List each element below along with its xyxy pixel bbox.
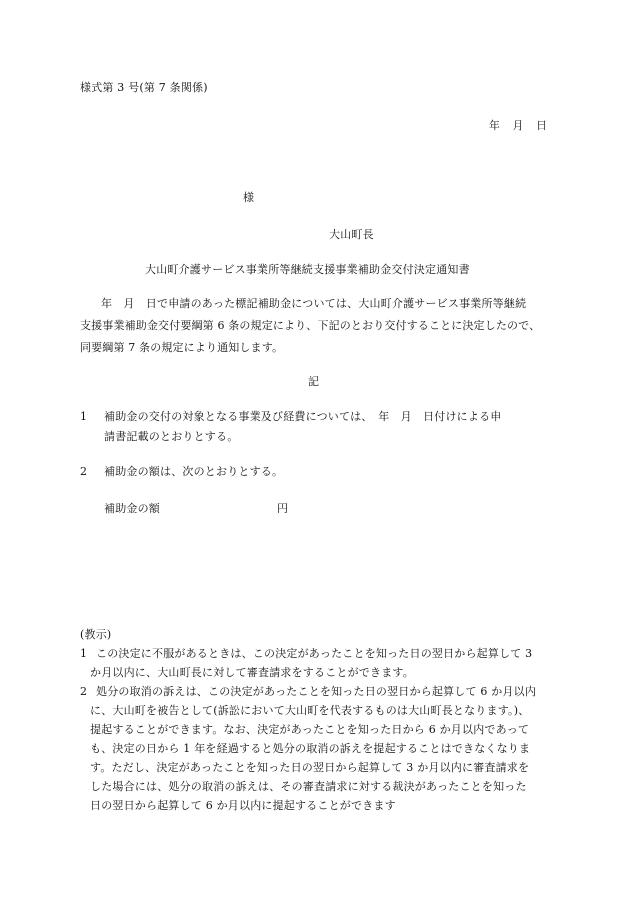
date-line: 年 月 日 bbox=[489, 119, 548, 132]
intro-line-3: 同要綱第 7 条の規定により通知します。 bbox=[80, 341, 284, 354]
item-1-line-2: 請書記載のとおりとする。 bbox=[104, 430, 239, 443]
intro-line-1: 年 月 日で申請のあった標記補助金については、大山町介護サービス事業所等継続 bbox=[101, 297, 527, 310]
notice-2-line-3: 提起することができます。なお、決定があったことを知った日から 6 か月以内であって bbox=[90, 723, 530, 736]
intro-line-2: 支援事業補助金交付要綱第 6 条の規定により、下記のとおり交付することに決定したので、 bbox=[80, 319, 541, 332]
amount-label: 補助金の額 bbox=[104, 502, 160, 515]
notice-1-line-2: か月以内に、大山町長に対して審査請求をすることができます。 bbox=[90, 666, 414, 679]
issuer-name: 大山町長 bbox=[329, 228, 374, 241]
item-2-number: 2 bbox=[80, 465, 88, 478]
notice-heading: (教示) bbox=[80, 628, 112, 641]
notice-2-line-2: に、大山町を被告として(訴訟において大山町を代表するものは大山町長となります。)、 bbox=[90, 704, 530, 717]
ki-marker: 記 bbox=[308, 375, 320, 388]
document-title: 大山町介護サービス事業所等継続支援事業補助金交付決定通知書 bbox=[145, 263, 470, 276]
form-number: 様式第 3 号(第 7 条関係) bbox=[80, 81, 208, 94]
notice-1-number: 1 bbox=[80, 647, 88, 660]
addressee-suffix: 様 bbox=[243, 191, 255, 204]
notice-2-line-5: す。ただし、決定があったことを知った日の翌日から起算して 3 か月以内に審査請求を bbox=[90, 761, 530, 774]
notice-2-line-4: も、決定の日から 1 年を経過すると処分の取消の訴えを提起することはできなくなりま bbox=[90, 742, 531, 755]
notice-2-line-1: 処分の取消の訴えは、この決定があったことを知った日の翌日から起算して 6 か月以内 bbox=[96, 685, 537, 698]
item-1-number: 1 bbox=[80, 410, 88, 423]
notice-2-line-6: した場合には、処分の取消の訴えは、その審査請求に対する裁決があったことを知った bbox=[90, 780, 527, 793]
notice-2-line-7: 日の翌日から起算して 6 か月以内に提起することができます bbox=[90, 799, 396, 812]
item-1-line-1: 補助金の交付の対象となる事業及び経費については、 年 月 日付けによる申 bbox=[104, 410, 502, 423]
notice-1-line-1: この決定に不服があるときは、この決定があったことを知った日の翌日から起算して 3 bbox=[96, 647, 533, 660]
item-2-line-1: 補助金の額は、次のとおりとする。 bbox=[104, 465, 284, 478]
amount-unit: 円 bbox=[277, 502, 289, 515]
notice-2-number: 2 bbox=[80, 685, 88, 698]
